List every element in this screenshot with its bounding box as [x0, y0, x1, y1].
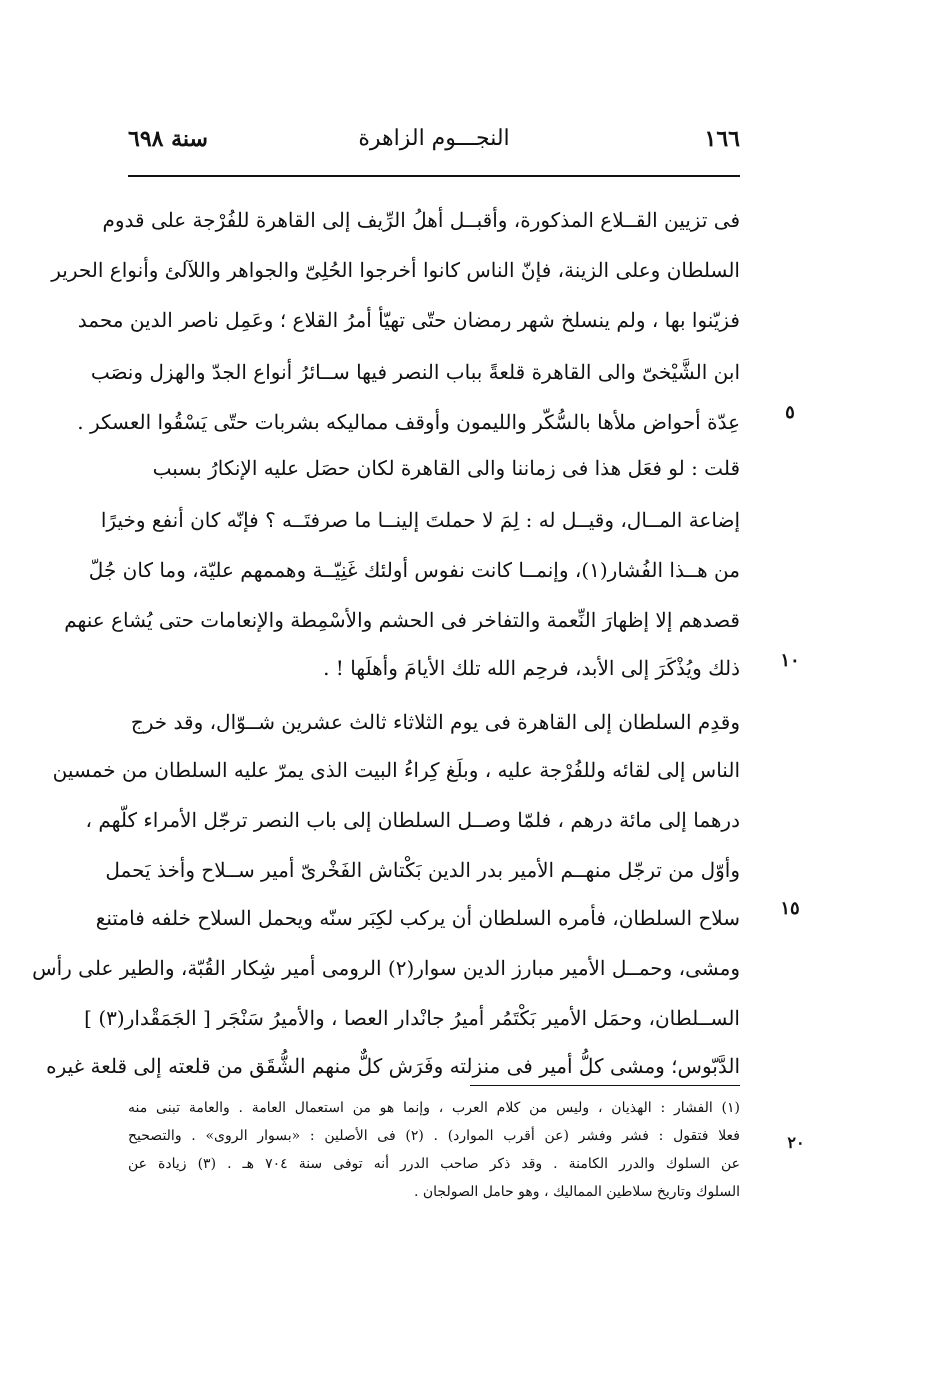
- footnote-line: (١) الفشار : الهذيان ، وليس من كلام العرب ، وإنما هو من استعمال العامة . والعامة تبنى منه: [128, 1100, 740, 1116]
- text-line: إضاعة المــال، وقيــل له : لِمَ لا حملتَ إلينــا ما صرفتَــه ؟ فإنّه كان أنفع وخيرًا: [100, 508, 740, 532]
- text-line: ذلك ويُذْكَرَ إلى الأبد، فرحِم الله تلك الأيامَ وأهلَها ! .: [323, 656, 740, 680]
- footnote-line: فعلا فتقول : فشر وفشر (عن أقرب الموارد) . (٢) فى الأصلين : «بسوار الروى» . والتصحيح: [128, 1128, 740, 1144]
- line-number-10: ١٠: [780, 650, 800, 671]
- text-line: الدَّبّوس؛ ومشى كلُّ أمير فى منزلته وفَرَش كلٌّ منهم الشُّقَق من قلعته إلى قلعة غيره: [46, 1054, 740, 1078]
- line-number-20: ٢٠: [787, 1133, 805, 1152]
- page-header: [128, 126, 740, 174]
- year-label: سنة ٦٩٨: [128, 126, 208, 152]
- text-line: قلت : لو فعَل هذا فى زماننا والى القاهرة لكان حصَل عليه الإنكارُ بسبب: [152, 456, 740, 480]
- text-line: عِدّة أحواض ملأها بالسُّكّر والليمون وأوقف مماليكه بشربات حتّى يَسْقُوا العسكر .: [77, 410, 740, 434]
- text-line: وأوّل من ترجّل منهــم الأمير بدر الدين بَكْتاش الفَخْرىّ أمير ســلاح وأخذ يَحمل: [105, 858, 740, 882]
- header-rule: [128, 175, 740, 177]
- text-line: وقدِم السلطان إلى القاهرة فى يوم الثلاثاء ثالث عشرين شــوّال، وقد خرج: [130, 710, 740, 734]
- page-number: ١٦٦: [704, 126, 740, 152]
- text-line: سلاح السلطان، فأمره السلطان أن يركب لكِبَر سنّه ويحمل السلاح خلفه فامتنع: [95, 906, 740, 930]
- text-line: فزيّنوا بها ، ولم ينسلخ شهر رمضان حتّى تهيّأ أمرُ القلاع ؛ وعَمِل ناصر الدين محمد: [77, 308, 740, 332]
- text-line: قصدهم إلا إظهارَ النِّعمة والتفاخر فى الحشم والأسْمِطة والإنعامات حتى يُشاع عنهم: [64, 608, 740, 632]
- footnote-line: عن السلوك والدرر الكامنة . وقد ذكر صاحب الدرر أنه توفى سنة ٧٠٤ هـ . (٣) زيادة عن: [128, 1156, 741, 1172]
- footnote-rule: [470, 1085, 740, 1086]
- line-number-15: ١٥: [780, 898, 800, 919]
- text-line: السلطان وعلى الزينة، فإنّ الناس كانوا أخرجوا الحُلِىّ والجواهر واللآلئ وأنواع الحرير: [51, 258, 740, 282]
- text-line: درهما إلى مائة درهم ، فلمّا وصــل السلطان إلى باب النصر ترجّل الأمراء كلّهم ،: [85, 808, 740, 832]
- text-line: ابن الشَّيْخىّ والى القاهرة قلعةً بباب النصر فيها ســائرُ أنواع الجدّ والهزل ونصَب: [90, 360, 740, 384]
- line-number-5: ٥: [785, 402, 795, 423]
- text-line: من هــذا الفُشار(١)، وإنمــا كانت نفوس أولئك غَنِيّــة وهممهم عليّة، وما كان جُلّ: [88, 558, 740, 582]
- text-line: فى تزيين القــلاع المذكورة، وأقبــل أهلُ الرِّيف إلى القاهرة للفُرْجة على قدوم: [102, 208, 740, 232]
- text-line: الســلطان، وحمَل الأمير بَكْتَمُر أميرُ جانْدار العصا ، والأميرُ سَنْجَر [ الجَمَقْدار(٣) ]: [84, 1006, 740, 1030]
- footnote-line: السلوك وتاريخ سلاطين المماليك ، وهو حامل الصولجان .: [413, 1184, 740, 1200]
- text-line: الناس إلى لقائه وللفُرْجة عليه ، وبلَغ كِراءُ البيت الذى يمرّ عليه السلطان من خمسين: [52, 758, 740, 782]
- text-line: ومشى، وحمــل الأمير مبارز الدين سوار(٢) الرومى أمير شِكار القُبّة، والطير على رأس: [32, 956, 740, 980]
- running-title: النجـــوم الزاهرة: [358, 126, 510, 151]
